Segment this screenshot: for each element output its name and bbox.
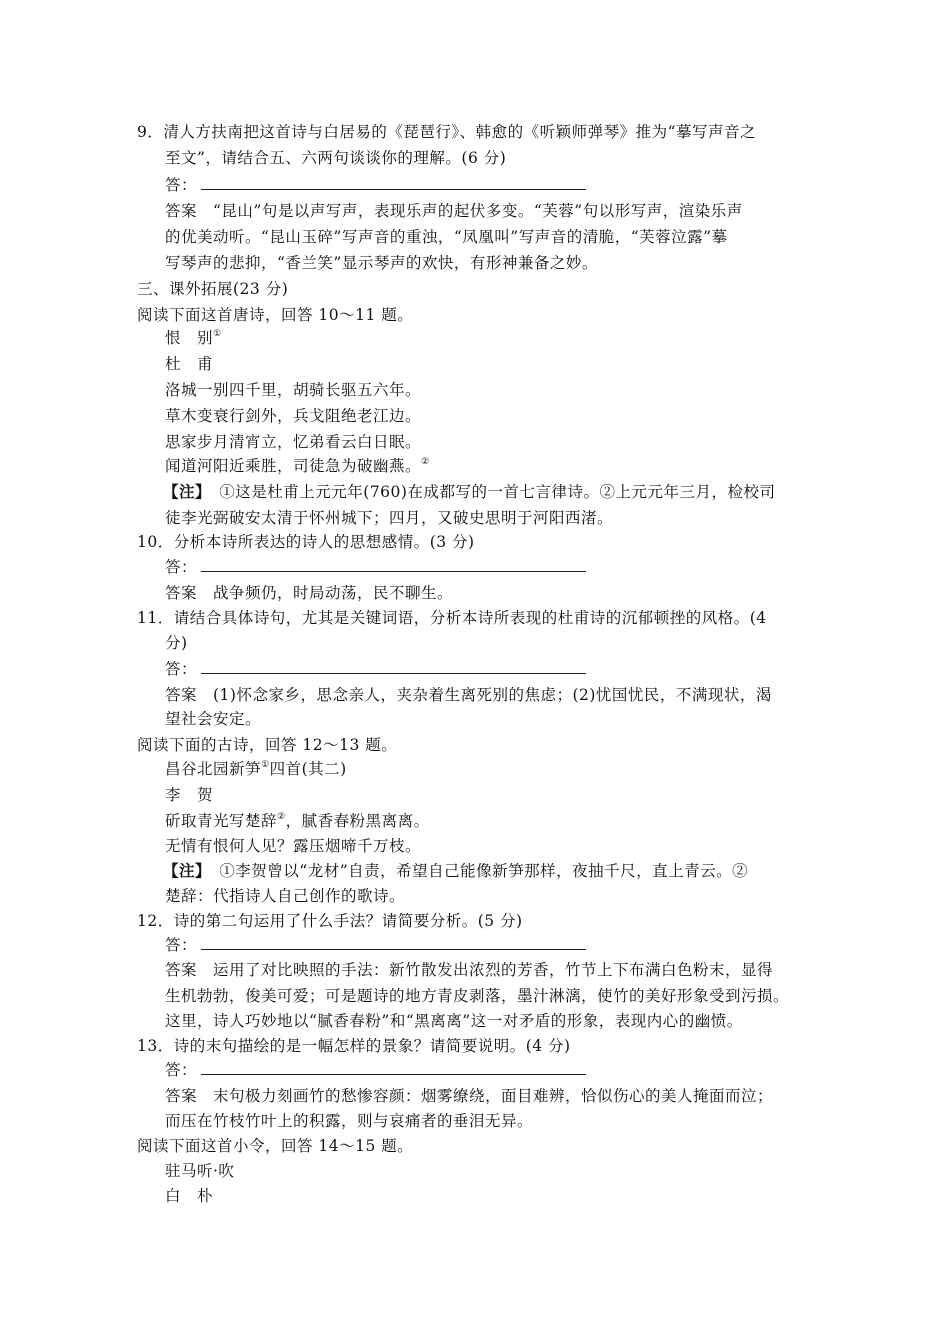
answer-prompt: 答： — [165, 660, 198, 678]
q10-line1: 10．分析本诗所表达的诗人的思想感情。(3 分) — [137, 533, 475, 551]
answer-blank[interactable] — [201, 935, 586, 950]
q11-answer-field[interactable] — [165, 659, 586, 679]
poem1-note-line1: 【注】 ①这是杜甫上元元年(760)在成都写的一首七言律诗。②上元元年三月，检校司 — [163, 482, 776, 501]
q11-answer-line2: 望社会安定。 — [165, 710, 262, 728]
q12-answer-line2: 生机勃勃，俊美可爱；可是题诗的地方青皮剥落，墨汁淋漓，使竹的美好形象受到污损。 — [165, 987, 790, 1005]
q9-answer-field[interactable] — [165, 175, 586, 195]
answer-blank[interactable] — [201, 557, 586, 572]
q9-line2: 至文”，请结合五、六两句谈谈你的理解。(6 分) — [165, 149, 507, 167]
intro-poem2: 阅读下面的古诗，回答 12～13 题。 — [137, 736, 398, 754]
poem1-line2: 草木变衰行剑外，兵戈阻绝老江边。 — [165, 407, 422, 425]
footnote-marker: ② — [421, 457, 430, 467]
footnote-marker: ② — [277, 812, 286, 822]
poem1-note-line2: 徒李光弼破安太清于怀州城下；四月，又破史思明于河阳西渚。 — [165, 509, 614, 527]
q13-answer-line1: 答案 末句极力刻画竹的愁惨容颜：烟雾缭绕，面目难辨，恰似伤心的美人掩面而泣； — [165, 1087, 774, 1105]
poem2-note-line1: 【注】 ①李贺曾以“龙材”自责，希望自己能像新笋那样，夜抽千尺，直上青云。② — [163, 861, 749, 880]
q12-answer-line1: 答案 运用了对比映照的手法：新竹散发出浓烈的芳香，竹节上下布满白色粉末，显得 — [165, 961, 774, 979]
answer-blank[interactable] — [201, 659, 586, 674]
poem2-title: 昌谷北园新笋①四首(其二) — [165, 760, 347, 778]
poem1-author: 杜 甫 — [165, 355, 214, 373]
poem1-line4: 闻道河阳近乘胜，司徒急为破幽燕。② — [165, 457, 430, 475]
q10-answer: 答案 战争频仍，时局动荡，民不聊生。 — [165, 584, 454, 602]
footnote-marker: ① — [261, 760, 270, 770]
poem2-line2: 无情有恨何人见？露压烟啼千万枝。 — [165, 837, 422, 855]
poem2-author: 李 贺 — [165, 786, 214, 804]
poem1-line1: 洛城一别四千里，胡骑长驱五六年。 — [165, 381, 422, 399]
note-label: 【注】 — [163, 482, 204, 501]
q11-answer-line1: 答案 (1)怀念家乡，思念亲人，夹杂着生离死别的焦虑；(2)忧国忧民，不满现状，渴 — [165, 686, 772, 704]
poem1-line3: 思家步月清宵立，忆弟看云白日眠。 — [165, 433, 422, 451]
q11-line2: 分) — [165, 634, 188, 652]
q11-line1: 11．请结合具体诗句，尤其是关键词语，分析本诗所表现的杜甫诗的沉郁顿挫的风格。(4 — [137, 609, 767, 627]
q9-answer-line2: 的优美动听。“昆山玉碎”写声音的重浊，“凤凰叫”写声音的清脆，“芙蓉泣露”摹 — [165, 228, 728, 246]
poem3-title: 驻马听·吹 — [165, 1162, 235, 1180]
q9-answer-line3: 写琴声的悲抑，“香兰笑”显示琴声的欢快，有形神兼备之妙。 — [165, 254, 598, 272]
poem3-author: 白 朴 — [165, 1187, 214, 1205]
q13-line1: 13．诗的末句描绘的是一幅怎样的景象？请简要说明。(4 分) — [137, 1037, 571, 1055]
q13-answer-field[interactable] — [165, 1060, 586, 1080]
answer-blank[interactable] — [201, 175, 586, 190]
answer-prompt: 答： — [165, 558, 198, 576]
answer-prompt: 答： — [165, 176, 198, 194]
poem2-line1: 斫取青光写楚辞②，腻香春粉黑离离。 — [165, 812, 430, 830]
intro-poem3: 阅读下面这首小令，回答 14～15 题。 — [137, 1137, 414, 1155]
q12-answer-field[interactable] — [165, 935, 586, 955]
poem1-title: 恨 别① — [165, 329, 222, 347]
intro-poem1: 阅读下面这首唐诗，回答 10～11 题。 — [137, 306, 414, 324]
answer-prompt: 答： — [165, 936, 198, 954]
q10-answer-field[interactable] — [165, 557, 586, 577]
q12-answer-line3: 这里，诗人巧妙地以“腻香春粉”和“黑离离”这一对矛盾的形象，表现内心的幽愤。 — [165, 1012, 743, 1030]
q13-answer-line2: 而压在竹枝竹叶上的积露，则与哀痛者的垂泪无异。 — [165, 1112, 534, 1130]
q9-line1: 9．清人方扶南把这首诗与白居易的《琵琶行》、韩愈的《听颖师弹琴》推为“摹写声音之 — [137, 123, 757, 141]
answer-blank[interactable] — [201, 1060, 586, 1075]
q9-answer-line1: 答案 “昆山”句是以声写声，表现乐声的起伏多变。“芙蓉”句以形写声，渲染乐声 — [165, 202, 743, 220]
note-label: 【注】 — [163, 861, 204, 880]
footnote-marker: ① — [213, 329, 222, 339]
q12-line1: 12．诗的第二句运用了什么手法？请简要分析。(5 分) — [137, 912, 523, 930]
poem2-note-line2: 楚辞：代指诗人自己创作的歌诗。 — [165, 887, 406, 905]
section-heading: 三、课外拓展(23 分) — [137, 280, 289, 298]
answer-prompt: 答： — [165, 1061, 198, 1079]
